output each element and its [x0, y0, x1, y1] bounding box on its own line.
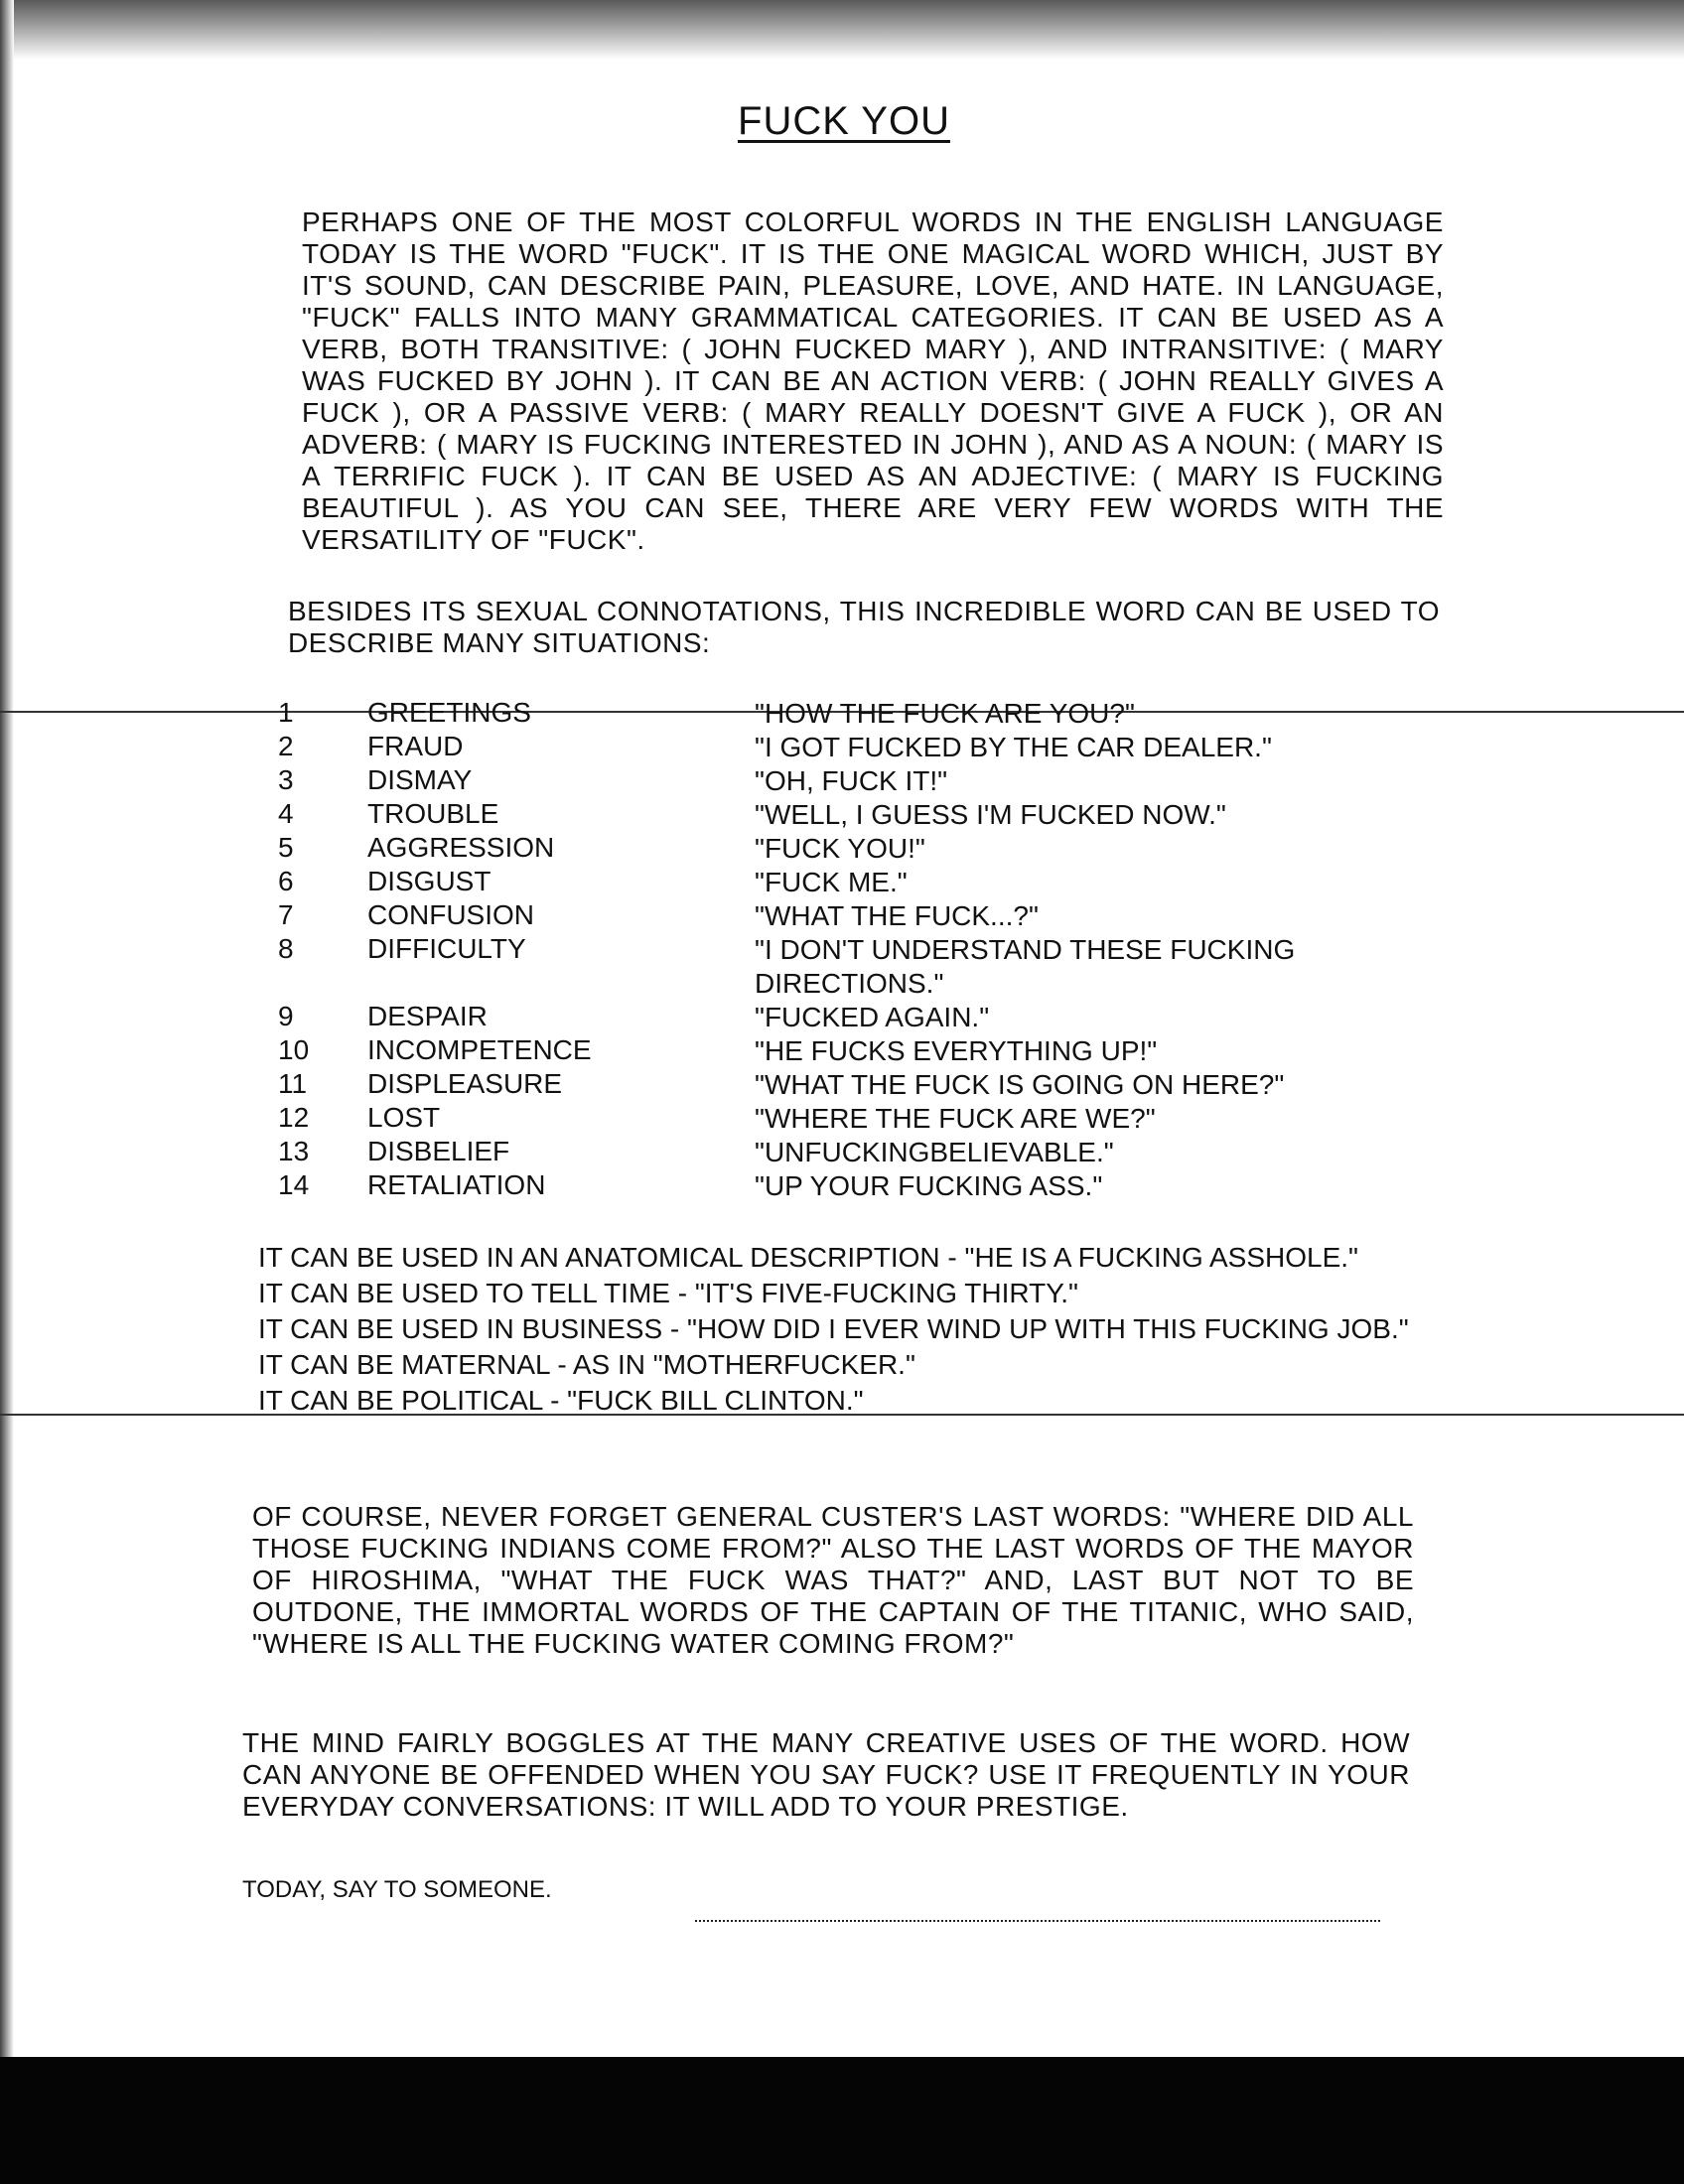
use-anatomical: IT CAN BE USED IN AN ANATOMICAL DESCRIPTION - "HE IS A FUCKING ASSHOLE."	[258, 1242, 1358, 1273]
item-label: CONFUSION	[367, 899, 534, 930]
use-time: IT CAN BE USED TO TELL TIME - "IT'S FIVE-FUCKING THIRTY."	[258, 1278, 1078, 1308]
list-item	[278, 1169, 1420, 1203]
list-item	[278, 697, 1420, 731]
item-number: 5	[278, 832, 294, 863]
sign-off: TODAY, SAY TO SOMEONE.	[242, 1876, 552, 1903]
item-number: 7	[278, 899, 294, 930]
item-phrase: "HE FUCKS EVERYTHING UP!"	[755, 1035, 1158, 1066]
item-phrase: "UNFUCKINGBELIEVABLE."	[755, 1137, 1114, 1167]
item-number: 9	[278, 1001, 294, 1031]
situations-list	[278, 697, 1420, 1203]
item-label: INCOMPETENCE	[367, 1034, 592, 1065]
list-item	[278, 1034, 1420, 1068]
item-label: TROUBLE	[367, 798, 499, 829]
list-item	[278, 731, 1420, 764]
page-title	[238, 99, 1450, 144]
list-item	[278, 1068, 1420, 1102]
scan-top-edge	[0, 0, 1684, 60]
list-item	[278, 933, 1420, 1001]
item-label: DIFFICULTY	[367, 933, 526, 964]
item-label: RETALIATION	[367, 1169, 546, 1200]
list-item	[278, 798, 1420, 832]
list-item	[278, 899, 1420, 933]
item-label: DISMAY	[367, 764, 473, 795]
title-text: FUCK YOU	[738, 99, 950, 143]
item-phrase: "WHAT THE FUCK IS GOING ON HERE?"	[755, 1069, 1285, 1100]
situations-intro: BESIDES ITS SEXUAL CONNOTATIONS, THIS INCREDIBLE WORD CAN BE USED TO DESCRIBE MANY SITUATIONS:	[288, 596, 1440, 658]
item-number: 8	[278, 933, 294, 964]
item-label: GREETINGS	[367, 697, 531, 728]
item-label: AGGRESSION	[367, 832, 555, 863]
list-item	[278, 832, 1420, 866]
item-number: 14	[278, 1169, 310, 1200]
custer-paragraph: OF COURSE, NEVER FORGET GENERAL CUSTER'S LAST WORDS: "WHERE DID ALL THOSE FUCKING INDIANS COME FROM?" ALSO THE LAST WORDS OF THE MAYOR OF HIROSHIMA, "WHAT THE FUCK WAS THAT?" AND, LAST BUT NOT TO BE OUTDONE, THE IMMORTAL WORDS OF THE CAPTAIN OF THE TITANIC, WHO SAID, "WHERE IS ALL THE FUCKING WATER COMING FROM?"	[252, 1501, 1414, 1659]
item-number: 6	[278, 866, 294, 896]
item-phrase: "I DON'T UNDERSTAND THESE FUCKING DIRECTIONS."	[755, 934, 1296, 999]
item-label: LOST	[367, 1102, 441, 1133]
item-phrase: "WHAT THE FUCK...?"	[755, 900, 1039, 931]
item-label: DISPLEASURE	[367, 1068, 563, 1099]
item-phrase: "I GOT FUCKED BY THE CAR DEALER."	[755, 732, 1272, 762]
list-item	[278, 764, 1420, 798]
item-phrase: "OH, FUCK IT!"	[755, 765, 948, 796]
item-phrase: "FUCK YOU!"	[755, 833, 925, 864]
item-phrase: "HOW THE FUCK ARE YOU?"	[755, 698, 1135, 729]
list-item	[278, 1136, 1420, 1169]
intro-paragraph: PERHAPS ONE OF THE MOST COLORFUL WORDS IN THE ENGLISH LANGUAGE TODAY IS THE WORD "FUCK". IT IS THE ONE MAGICAL WORD WHICH, JUST BY IT'S SOUND, CAN DESCRIBE PAIN, PLEASURE, LOVE, AND HATE. IN LANGUAGE, "FUCK" FALLS INTO MANY GRAMMATICAL CATEGORIES. IT CAN BE USED AS A VERB, BOTH TRANSITIVE: ( JOHN FUCKED MARY ), AND INTRANSITIVE: ( MARY WAS FUCKED BY JOHN ). IT CAN BE AN ACTION VERB: ( JOHN REALLY GIVES A FUCK ), OR A PASSIVE VERB: ( MARY REALLY DOESN'T GIVE A FUCK ), OR AN ADVERB: ( MARY IS FUCKING INTERESTED IN JOHN ), AND AS A NOUN: ( MARY IS A TERRIFIC FUCK ). IT CAN BE USED AS AN ADJECTIVE: ( MARY IS FUCKING BEAUTIFUL ). AS YOU CAN SEE, THERE ARE VERY FEW WORDS WITH THE VERSATILITY OF "FUCK".	[302, 206, 1444, 555]
item-phrase: "WELL, I GUESS I'M FUCKED NOW."	[755, 799, 1226, 830]
item-number: 4	[278, 798, 294, 829]
item-number: 13	[278, 1136, 310, 1166]
item-number: 10	[278, 1034, 310, 1065]
item-phrase: "FUCKED AGAIN."	[755, 1002, 990, 1032]
use-maternal: IT CAN BE MATERNAL - AS IN "MOTHERFUCKER."	[258, 1349, 915, 1380]
item-label: DISGUST	[367, 866, 491, 896]
item-label: DESPAIR	[367, 1001, 488, 1031]
item-number: 11	[278, 1068, 308, 1099]
list-item	[278, 1001, 1420, 1034]
list-item	[278, 1102, 1420, 1136]
use-political: IT CAN BE POLITICAL - "FUCK BILL CLINTON."	[258, 1385, 864, 1416]
list-item	[278, 866, 1420, 899]
item-phrase: "FUCK ME."	[755, 867, 908, 897]
fill-in-blank-line	[695, 1920, 1380, 1922]
closing-paragraph: THE MIND FAIRLY BOGGLES AT THE MANY CREATIVE USES OF THE WORD. HOW CAN ANYONE BE OFFENDED WHEN YOU SAY FUCK? USE IT FREQUENTLY IN YOUR EVERYDAY CONVERSATIONS: IT WILL ADD TO YOUR PRESTIGE.	[242, 1727, 1410, 1822]
item-phrase: "UP YOUR FUCKING ASS."	[755, 1170, 1103, 1201]
use-business: IT CAN BE USED IN BUSINESS - "HOW DID I EVER WIND UP WITH THIS FUCKING JOB."	[258, 1313, 1409, 1344]
item-number: 3	[278, 764, 294, 795]
other-uses	[258, 1241, 1430, 1420]
item-number: 1	[278, 697, 294, 728]
item-label: DISBELIEF	[367, 1136, 510, 1166]
item-number: 2	[278, 731, 294, 761]
scan-left-edge	[0, 0, 14, 2184]
item-label: FRAUD	[367, 731, 464, 761]
item-number: 12	[278, 1102, 310, 1133]
item-phrase: "WHERE THE FUCK ARE WE?"	[755, 1103, 1156, 1134]
scan-bottom-edge	[0, 2057, 1684, 2184]
